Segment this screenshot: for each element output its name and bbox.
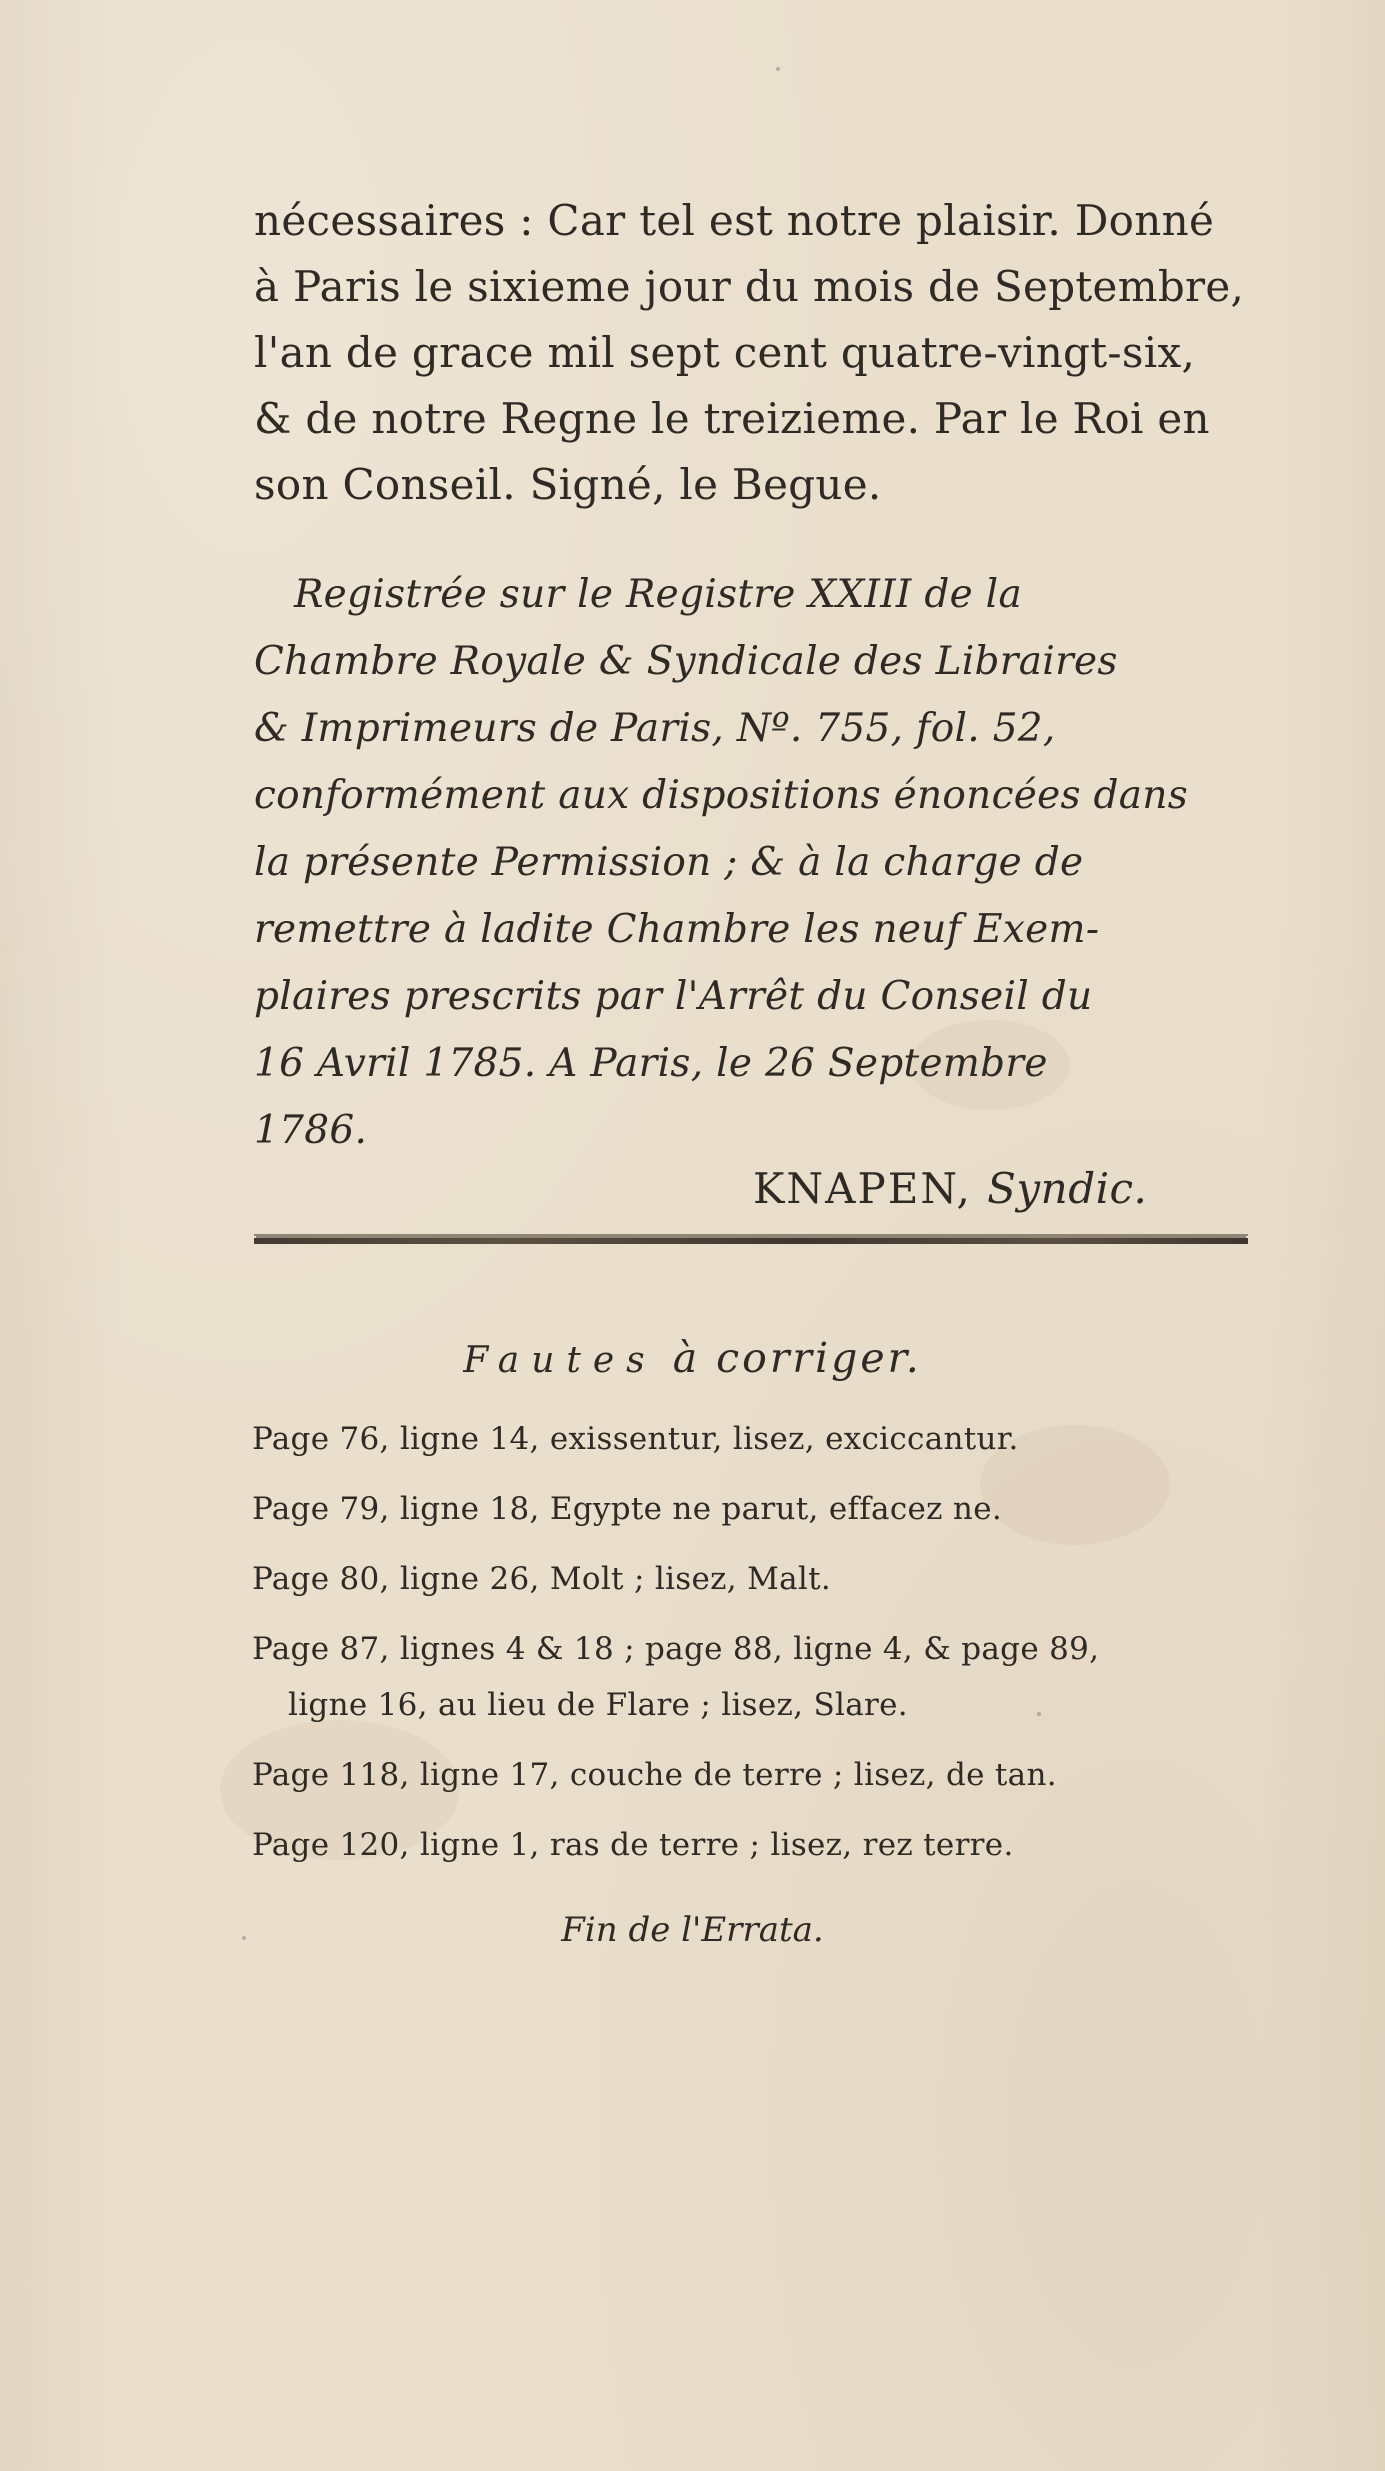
registration-line-5: la présente Permission ; & à la charge de xyxy=(254,840,1084,885)
errata-end: Fin de l'Errata. xyxy=(561,1910,824,1950)
paragraph-line-5: son Conseil. Signé, le Begue. xyxy=(254,460,882,509)
signature-title: Syndic. xyxy=(987,1164,1148,1213)
registration-line-8: 16 Avril 1785. A Paris, le 26 Septembre xyxy=(254,1041,1048,1086)
registration-line-3: & Imprimeurs de Paris, Nº. 755, fol. 52, xyxy=(254,706,1056,751)
signature-line xyxy=(753,1164,1147,1213)
registration-line-2: Chambre Royale & Syndicale des Libraires xyxy=(254,639,1118,684)
errata-item-4: Page 87, lignes 4 & 18 ; page 88, ligne 4, & page 89, xyxy=(252,1631,1100,1667)
registration-line-1: Registrée sur le Registre XXIII de la xyxy=(294,572,1022,617)
errata-item-7: Page 120, ligne 1, ras de terre ; lisez, rez terre. xyxy=(252,1827,1014,1863)
errata-item-2: Page 79, ligne 18, Egypte ne parut, effacez ne. xyxy=(252,1491,1003,1527)
registration-line-9: 1786. xyxy=(254,1108,368,1153)
paragraph-line-4: & de notre Regne le treizieme. Par le Roi en xyxy=(254,394,1210,443)
signature-name: KNAPEN, xyxy=(753,1164,972,1213)
errata-item-5: ligne 16, au lieu de Flare ; lisez, Slare. xyxy=(288,1687,908,1723)
errata-item-6: Page 118, ligne 17, couche de terre ; lisez, de tan. xyxy=(252,1757,1057,1793)
errata-heading xyxy=(0,1334,1385,1382)
errata-item-1: Page 76, ligne 14, exissentur, lisez, exciccantur. xyxy=(252,1421,1019,1457)
errata-item-3: Page 80, ligne 26, Molt ; lisez, Malt. xyxy=(252,1561,832,1597)
section-divider xyxy=(254,1238,1248,1244)
paragraph-line-1: nécessaires : Car tel est notre plaisir. Donné xyxy=(254,196,1215,245)
errata-heading-caps: Fautes xyxy=(463,1340,657,1381)
paragraph-line-3: l'an de grace mil sept cent quatre-vingt-six, xyxy=(254,328,1196,377)
errata-heading-rest: à corriger. xyxy=(672,1334,922,1382)
registration-line-6: remettre à ladite Chambre les neuf Exem- xyxy=(254,907,1100,952)
paragraph-line-2: à Paris le sixieme jour du mois de Septembre, xyxy=(254,262,1245,311)
registration-line-7: plaires prescrits par l'Arrêt du Conseil du xyxy=(254,974,1093,1019)
registration-line-4: conformément aux dispositions énoncées dans xyxy=(254,773,1189,818)
